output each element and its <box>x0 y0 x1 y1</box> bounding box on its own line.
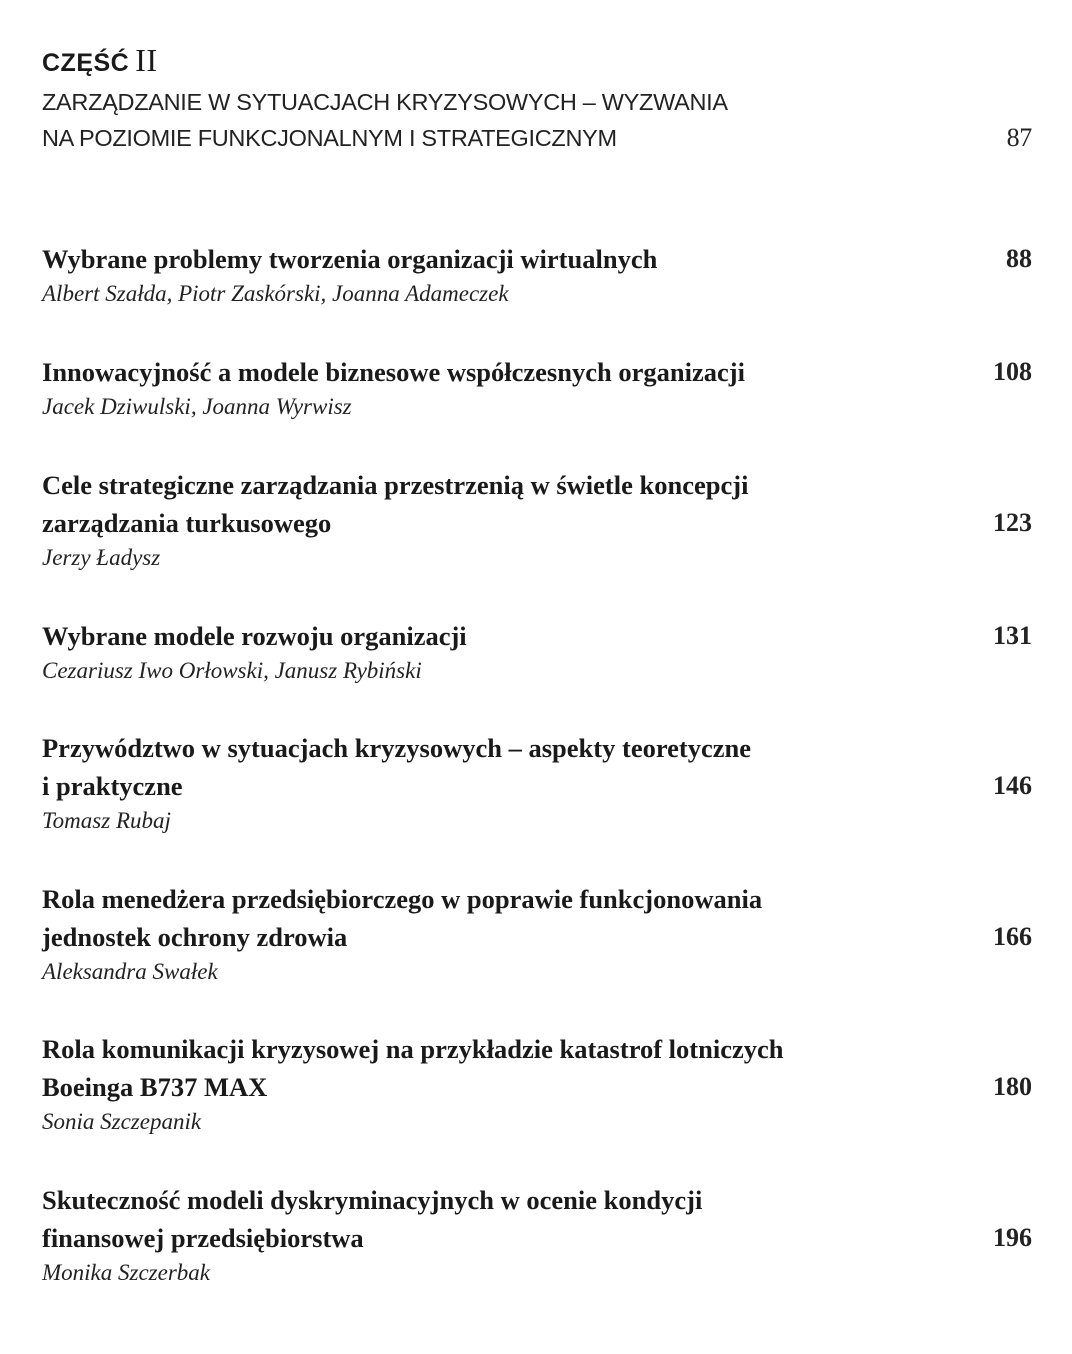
entry-page-number: 180 <box>993 1072 1032 1101</box>
entry-page-number: 196 <box>993 1223 1032 1252</box>
part-numeral: II <box>135 42 158 78</box>
entry-title-line: finansowej przedsiębiorstwa <box>42 1223 364 1253</box>
entry-title-line: Wybrane modele rozwoju organizacji <box>42 621 467 651</box>
toc-entry[interactable] <box>42 240 1032 309</box>
entry-authors: Sonia Szczepanik <box>42 1109 202 1134</box>
part-title-line-2: NA POZIOMIE FUNKCJONALNYM I STRATEGICZNYM <box>42 125 617 151</box>
entry-authors: Cezariusz Iwo Orłowski, Janusz Rybiński <box>42 658 422 683</box>
entry-title-line: Rola menedżera przedsiębiorczego w poprawie funkcjonowania <box>42 884 763 914</box>
part-title <box>42 84 1032 156</box>
toc-entry[interactable] <box>42 880 1032 987</box>
entry-title <box>42 1181 1032 1257</box>
entry-title-line: Boeinga B737 MAX <box>42 1072 268 1102</box>
entry-page-number: 123 <box>993 508 1032 537</box>
entry-title-line: jednostek ochrony zdrowia <box>42 922 348 952</box>
toc-entry[interactable] <box>42 617 1032 686</box>
entry-authors: Aleksandra Swałek <box>42 959 218 984</box>
part-header <box>42 40 1032 156</box>
entry-title-line: Przywództwo w sytuacjach kryzysowych – aspekty teoretyczne <box>42 733 751 763</box>
entry-authors: Albert Szałda, Piotr Zaskórski, Joanna Adameczek <box>42 281 509 306</box>
entry-title <box>42 353 1032 391</box>
entry-title-line: Skuteczność modeli dyskryminacyjnych w ocenie kondycji <box>42 1185 703 1215</box>
entry-title <box>42 466 1032 542</box>
entry-title-line: Innowacyjność a modele biznesowe współczesnych organizacji <box>42 357 745 387</box>
entry-title <box>42 240 1032 278</box>
part-page-number: 87 <box>1006 123 1032 152</box>
entry-authors: Jacek Dziwulski, Joanna Wyrwisz <box>42 394 352 419</box>
toc-entry[interactable] <box>42 466 1032 573</box>
entry-page-number: 131 <box>993 621 1032 650</box>
entry-authors: Jerzy Ładysz <box>42 545 161 570</box>
entry-page-number: 88 <box>1006 244 1032 273</box>
entry-authors: Tomasz Rubaj <box>42 808 171 833</box>
part-label <box>42 40 1032 84</box>
entry-title-line: Rola komunikacji kryzysowej na przykładzie katastrof lotniczych <box>42 1034 784 1064</box>
toc-entry[interactable] <box>42 1030 1032 1137</box>
entry-page-number: 108 <box>993 357 1032 386</box>
part-label-text: CZĘŚĆ <box>42 49 130 77</box>
entry-title-line: Wybrane problemy tworzenia organizacji wirtualnych <box>42 244 658 274</box>
entry-title <box>42 1030 1032 1106</box>
toc-entry[interactable] <box>42 729 1032 836</box>
entry-title <box>42 880 1032 956</box>
toc-entry[interactable] <box>42 353 1032 422</box>
entry-title-line: zarządzania turkusowego <box>42 508 332 538</box>
entry-page-number: 146 <box>993 771 1032 800</box>
entry-page-number: 166 <box>993 922 1032 951</box>
entry-title <box>42 729 1032 805</box>
entry-title-line: i praktyczne <box>42 771 183 801</box>
entry-title <box>42 617 1032 655</box>
part-title-line-1: ZARZĄDZANIE W SYTUACJACH KRYZYSOWYCH – WYZWANIA <box>42 89 728 115</box>
entry-authors: Monika Szczerbak <box>42 1260 210 1285</box>
entry-title-line: Cele strategiczne zarządzania przestrzenią w świetle koncepcji <box>42 470 749 500</box>
toc-entry[interactable] <box>42 1181 1032 1288</box>
